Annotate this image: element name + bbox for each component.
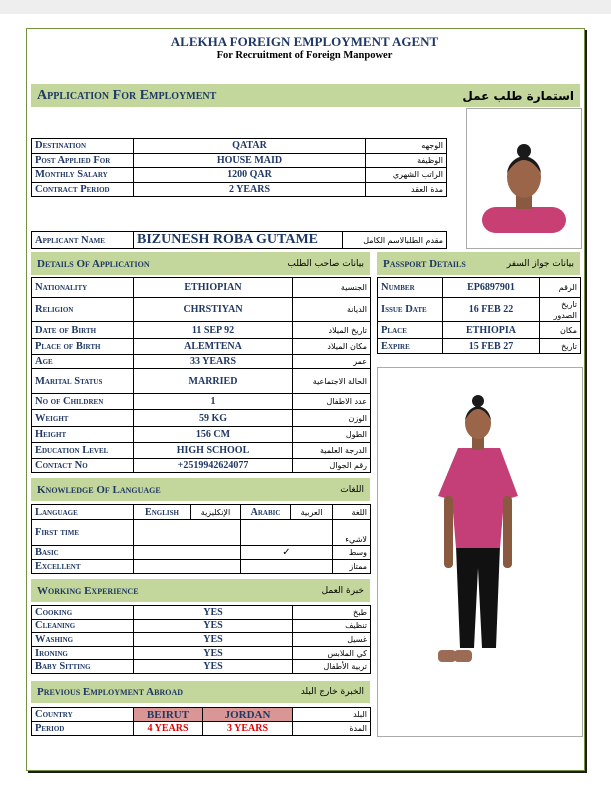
agency-subtitle: For Recruitment of Foreign Manpower [216,50,393,61]
row-label-ar: ممتاز [333,560,371,574]
row-value: YES [134,660,293,674]
full-body-photo [377,367,583,737]
table-row [32,646,371,660]
table-row [32,722,371,736]
row-label: Cleaning [32,619,134,633]
previous-title-ar: الخبرة خارج البلد [300,687,364,697]
row-label-ar: طبخ [293,606,371,620]
col-language-ar: اللغة [333,505,371,520]
row-label-ar: الوزن [293,410,371,427]
table-row [32,153,447,168]
table-row [32,459,371,473]
row-value: 11 SEP 92 [134,322,293,339]
row-label-ar: المدة [293,722,371,736]
row-label-ar: تاريخ الميلاد [293,322,371,339]
row-value: CHRSTIYAN [134,298,293,322]
english-level-cell [134,546,241,560]
row-label-ar: الدرجة العلمية [293,443,371,459]
row-label: Education Level [32,443,134,459]
table-row [32,427,371,443]
form-title: Application For Employment [37,87,217,103]
contract-table [31,138,447,197]
row-label: Baby Sitting [32,660,134,674]
row-label-ar: رقم الجوال [293,459,371,473]
row-value: HOUSE MAID [134,153,366,168]
passport-title: Passport Details [383,257,466,270]
language-table [31,504,371,574]
check-mark-icon: ✓ [241,546,333,560]
col-arabic-ar: العربية [291,505,333,520]
details-table [31,277,371,473]
experience-title: Working Experience [37,584,139,597]
row-value: ALEMTENA [134,339,293,355]
row-label-ar: وسط [333,546,371,560]
row-label: Age [32,355,134,369]
agency-title: ALEKHA FOREIGN EMPLOYMENT AGENT [170,34,439,49]
row-value: YES [134,619,293,633]
experience-title-ar: خبرة العمل [321,585,364,596]
row-label: Number [378,278,443,298]
row-label: Cooking [32,606,134,620]
country-cell: BEIRUT [134,708,203,722]
row-value: HIGH SCHOOL [134,443,293,459]
row-label-ar: مدة العقد [366,182,447,197]
table-row [32,298,371,322]
row-label-ar: البلد [293,708,371,722]
table-row [32,278,371,298]
table-row [32,633,371,647]
row-value: EP6897901 [443,278,540,298]
row-label-ar: الوجهه [366,139,447,154]
table-row [32,606,371,620]
previous-table [31,707,371,736]
experience-bar [31,579,370,602]
table-row [32,560,371,574]
table-row [32,139,447,154]
table-row [378,298,581,322]
col-english: English [134,505,191,520]
table-row [32,546,371,560]
form-title-ar: استمارة طلب عمل [462,88,574,103]
language-title: Knowledge Of Language [37,483,161,496]
form-title-bar [31,84,580,107]
row-label: Nationality [32,278,134,298]
row-label: Monthly Salary [32,168,134,183]
row-label-ar: عدد الاطفال [293,394,371,410]
row-label: Excellent [32,560,134,574]
row-label: Period [32,722,134,736]
row-label-ar: كي الملابس [293,646,371,660]
row-label-ar: الوظيفة [366,153,447,168]
language-title-ar: اللغات [340,484,364,495]
row-value: 156 CM [134,427,293,443]
table-row [378,322,581,339]
applicant-name-label-ar: مقدم الطلبالاسم الكامل [343,232,447,249]
row-label: Place [378,322,443,339]
row-label: Issue Date [378,298,443,322]
table-row [32,168,447,183]
row-label-ar: الرقم [540,278,581,298]
page-top-band [0,0,611,14]
row-label: Washing [32,633,134,647]
table-row [32,708,371,722]
language-bar [31,478,370,501]
col-arabic: Arabic [241,505,291,520]
row-label-ar: تربية الأطفال [293,660,371,674]
row-value: 15 FEB 27 [443,339,540,354]
row-label-ar: مكان الميلاد [293,339,371,355]
row-label: Date of Birth [32,322,134,339]
previous-title: Previous Employment Abroad [37,686,184,698]
arabic-level-cell [241,520,333,546]
row-value: YES [134,606,293,620]
row-label: First time [32,520,134,546]
row-value: 16 FEB 22 [443,298,540,322]
row-value: QATAR [134,139,366,154]
row-value: ETHIOPIAN [134,278,293,298]
english-level-cell [134,520,241,546]
row-label: Expire [378,339,443,354]
table-row [32,232,447,249]
details-title-ar: بيانات صاحب الطلب [287,258,364,269]
col-english-ar: الإنكليزية [191,505,241,520]
row-value: ETHIOPIA [443,322,540,339]
applicant-name-label: Applicant Name [32,232,134,249]
table-row [32,660,371,674]
table-row [32,410,371,427]
row-label-ar: تاريخ [540,339,581,354]
table-row [32,619,371,633]
table-row [32,339,371,355]
passport-table [377,277,581,354]
col-language: Language [32,505,134,520]
table-row [32,355,371,369]
period-cell: 3 YEARS [203,722,293,736]
previous-bar [31,681,370,703]
row-value: 1200 QAR [134,168,366,183]
row-label: Country [32,708,134,722]
row-label-ar: الراتب الشهري [366,168,447,183]
table-row [32,520,371,546]
passport-bar [377,252,580,275]
row-label-ar: الطول [293,427,371,443]
row-label: Ironing [32,646,134,660]
table-row [32,394,371,410]
table-row [378,339,581,354]
row-label-ar: الديانة [293,298,371,322]
row-label-ar: تنظيف [293,619,371,633]
row-value: 1 [134,394,293,410]
table-row [378,278,581,298]
arabic-level-cell [241,560,333,574]
row-label: Post Applied For [32,153,134,168]
row-label: Basic [32,546,134,560]
passport-title-ar: بيانات جواز السفر [506,258,574,269]
row-label-ar: الجنسية [293,278,371,298]
applicant-name-table [31,231,447,249]
row-label: Religion [32,298,134,322]
row-label: Height [32,427,134,443]
row-label-ar: لاشيء [333,520,371,546]
country-cell: JORDAN [203,708,293,722]
row-label: No of Children [32,394,134,410]
table-row [32,443,371,459]
row-value: MARRIED [134,369,293,394]
portrait-photo [466,108,582,249]
row-value: 59 KG [134,410,293,427]
applicant-name-value: BIZUNESH ROBA GUTAME [134,232,343,249]
english-level-cell [134,560,241,574]
row-label: Contact No [32,459,134,473]
row-label: Place of Birth [32,339,134,355]
row-value: 33 YEARS [134,355,293,369]
row-label-ar: تاريخ الصدور [540,298,581,322]
row-value: YES [134,646,293,660]
row-label-ar: مكان [540,322,581,339]
row-label: Destination [32,139,134,154]
row-label-ar: غسيل [293,633,371,647]
row-label: Weight [32,410,134,427]
table-row [32,369,371,394]
experience-table [31,605,371,674]
table-row [32,182,447,197]
row-value: +2519942624077 [134,459,293,473]
row-value: 2 YEARS [134,182,366,197]
row-label-ar: عمر [293,355,371,369]
details-title: Details Of Application [37,257,150,270]
table-row [32,322,371,339]
details-bar [31,252,370,275]
row-label-ar: الحالة الاجتماعية [293,369,371,394]
row-label: Marital Status [32,369,134,394]
row-label: Contract Period [32,182,134,197]
period-cell: 4 YEARS [134,722,203,736]
row-value: YES [134,633,293,647]
table-row [32,505,371,520]
